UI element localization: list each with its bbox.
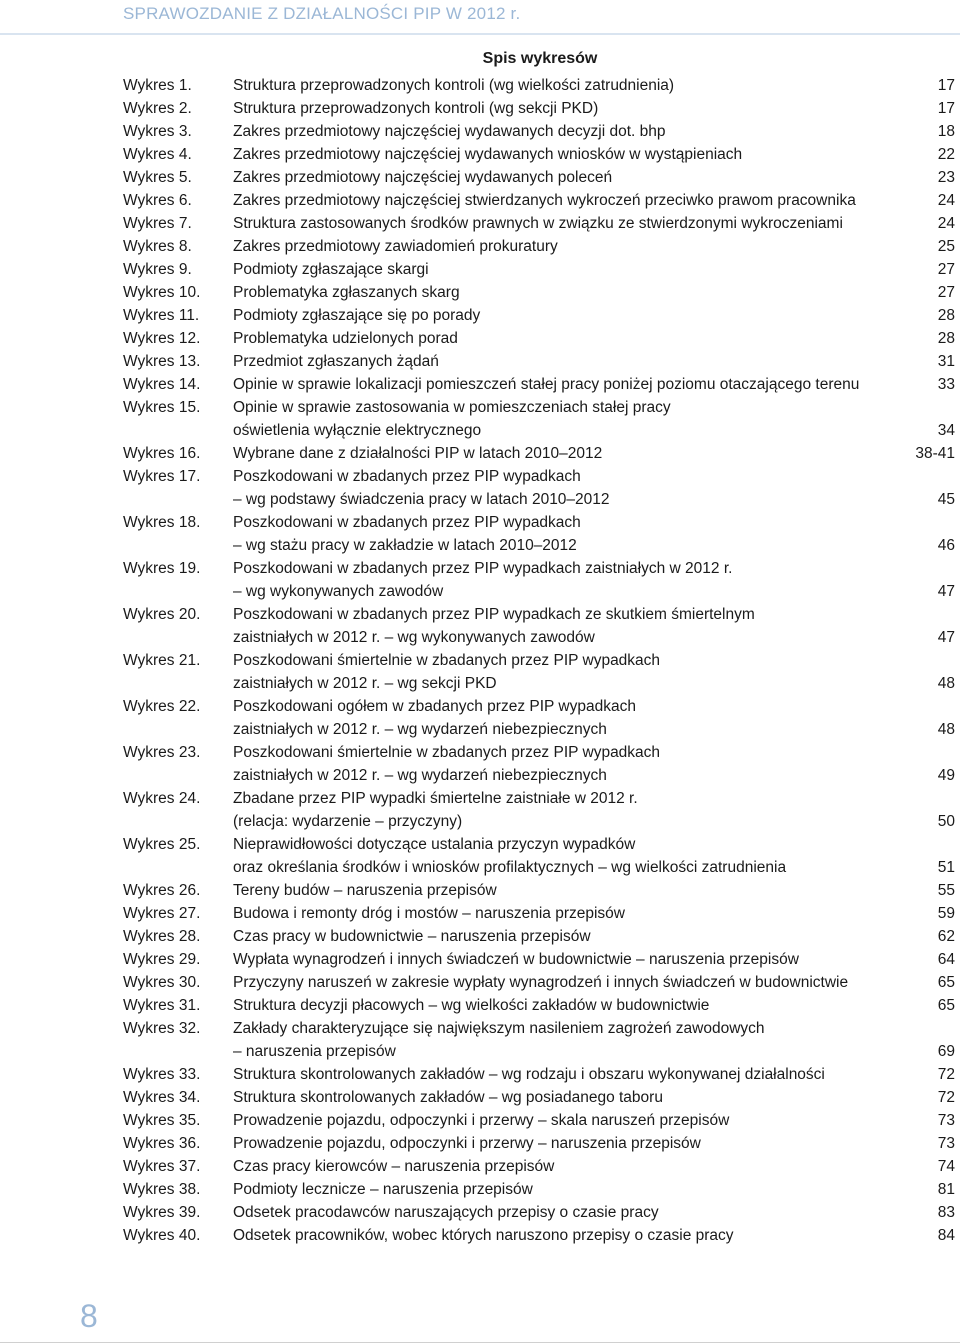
figure-title-line: Struktura skontrolowanych zakładów – wg posiadanego taboru (233, 1089, 663, 1106)
list-item (123, 649, 960, 695)
figure-number: Wykres 14. (123, 376, 201, 393)
figure-title (233, 925, 960, 948)
page-reference: 25 (937, 238, 955, 255)
figure-title-line: Struktura decyzji płacowych – wg wielkości zakładów w budownictwie (233, 997, 710, 1014)
figure-title-line: Struktura przeprowadzonych kontroli (wg wielkości zatrudnienia) (233, 77, 675, 94)
page-reference: 48 (937, 721, 955, 738)
list-of-figures (123, 74, 960, 1247)
page-reference: 34 (937, 422, 955, 439)
list-item (123, 902, 960, 925)
page-reference: 62 (937, 928, 955, 945)
page-reference: 65 (937, 997, 955, 1014)
page-reference: 64 (937, 951, 955, 968)
figure-title (233, 1178, 960, 1201)
figure-number: Wykres 13. (123, 353, 201, 370)
figure-title-line: Podmioty zgłaszające skargi (233, 261, 429, 278)
list-item (123, 695, 960, 741)
figure-number: Wykres 24. (123, 790, 201, 807)
page-number: 8 (80, 1298, 98, 1334)
page-reference: 47 (937, 583, 955, 600)
figure-title-line: Przyczyny naruszeń w zakresie wypłaty wynagrodzeń i innych świadczeń w budownictwie (233, 974, 849, 991)
page-reference: 48 (937, 675, 955, 692)
figure-number: Wykres 1. (123, 77, 192, 94)
figure-title (233, 1086, 960, 1109)
page-reference: 23 (937, 169, 955, 186)
figure-title (233, 879, 960, 902)
figure-title (233, 741, 960, 787)
page-reference: 24 (937, 215, 955, 232)
figure-number: Wykres 5. (123, 169, 192, 186)
figure-title (233, 511, 960, 557)
figure-title-line: Poszkodowani w zbadanych przez PIP wypadkach (233, 468, 581, 485)
figure-title-line: zaistniałych w 2012 r. – wg sekcji PKD (233, 675, 497, 692)
figure-title-line: Czas pracy kierowców – naruszenia przepisów (233, 1158, 555, 1175)
page-reference: 27 (937, 284, 955, 301)
page-reference: 81 (937, 1181, 955, 1198)
figure-title-line: Poszkodowani w zbadanych przez PIP wypadkach zaistniałych w 2012 r. (233, 560, 733, 577)
figure-title (233, 1017, 960, 1063)
list-item (123, 304, 960, 327)
page-reference: 28 (937, 330, 955, 347)
figure-number: Wykres 37. (123, 1158, 201, 1175)
figure-title-line: Zakres przedmiotowy najczęściej stwierdzanych wykroczeń przeciwko prawom pracownika (233, 192, 856, 209)
list-item (123, 258, 960, 281)
figure-title (233, 833, 960, 879)
list-item (123, 1109, 960, 1132)
figure-title (233, 787, 960, 833)
figure-title-line: zaistniałych w 2012 r. – wg wydarzeń niebezpiecznych (233, 767, 607, 784)
figure-number: Wykres 26. (123, 882, 201, 899)
figure-number: Wykres 23. (123, 744, 201, 761)
figure-title (233, 327, 960, 350)
figure-title (233, 649, 960, 695)
list-item (123, 350, 960, 373)
list-item (123, 74, 960, 97)
figure-number: Wykres 35. (123, 1112, 201, 1129)
figure-title (233, 120, 960, 143)
page-reference: 27 (937, 261, 955, 278)
figure-title-line: Zakres przedmiotowy zawiadomień prokuratury (233, 238, 558, 255)
figure-number: Wykres 25. (123, 836, 201, 853)
list-item (123, 373, 960, 396)
figure-number: Wykres 33. (123, 1066, 201, 1083)
list-item (123, 787, 960, 833)
figure-title-line: Prowadzenie pojazdu, odpoczynki i przerwy – skala naruszeń przepisów (233, 1112, 730, 1129)
page-reference: 45 (937, 491, 955, 508)
list-item (123, 235, 960, 258)
figure-title-line: Problematyka udzielonych porad (233, 330, 458, 347)
figure-title (233, 1063, 960, 1086)
figure-number: Wykres 29. (123, 951, 201, 968)
figure-title-line: Budowa i remonty dróg i mostów – naruszenia przepisów (233, 905, 625, 922)
figure-number: Wykres 31. (123, 997, 201, 1014)
figure-title (233, 465, 960, 511)
figure-number: Wykres 4. (123, 146, 192, 163)
figure-title-line: zaistniałych w 2012 r. – wg wydarzeń niebezpiecznych (233, 721, 607, 738)
figure-title-line: Poszkodowani w zbadanych przez PIP wypadkach ze skutkiem śmiertelnym (233, 606, 755, 623)
list-item (123, 212, 960, 235)
figure-title-line: Podmioty zgłaszające się po porady (233, 307, 481, 324)
figure-title-line: oraz określania środków i wniosków profilaktycznych – wg wielkości zatrudnienia (233, 859, 787, 876)
list-item (123, 1086, 960, 1109)
list-item (123, 1178, 960, 1201)
figure-title-line: zaistniałych w 2012 r. – wg wykonywanych zawodów (233, 629, 595, 646)
running-header: SPRAWOZDANIE Z DZIAŁALNOŚCI PIP W 2012 r. (123, 4, 521, 23)
list-item (123, 1063, 960, 1086)
figure-number: Wykres 7. (123, 215, 192, 232)
page-reference: 17 (937, 77, 955, 94)
list-item (123, 327, 960, 350)
page-reference: 49 (937, 767, 955, 784)
figure-title-line: Prowadzenie pojazdu, odpoczynki i przerwy – naruszenia przepisów (233, 1135, 701, 1152)
figure-number: Wykres 9. (123, 261, 192, 278)
figure-number: Wykres 2. (123, 100, 192, 117)
figure-title-line: Poszkodowani śmiertelnie w zbadanych przez PIP wypadkach (233, 744, 661, 761)
figure-title-line: – naruszenia przepisów (233, 1043, 396, 1060)
list-item (123, 879, 960, 902)
figure-number: Wykres 22. (123, 698, 201, 715)
figure-number: Wykres 20. (123, 606, 201, 623)
list-item (123, 396, 960, 442)
figure-title-line: Podmioty lecznicze – naruszenia przepisów (233, 1181, 533, 1198)
figure-title (233, 1155, 960, 1178)
figure-number: Wykres 16. (123, 445, 201, 462)
figure-title (233, 350, 960, 373)
list-item (123, 120, 960, 143)
figure-title-line: Odsetek pracowników, wobec których naruszono przepisy o czasie pracy (233, 1227, 734, 1244)
figure-title-line: Zakres przedmiotowy najczęściej wydawanych wniosków w wystąpieniach (233, 146, 743, 163)
figure-title-line: Poszkodowani ogółem w zbadanych przez PIP wypadkach (233, 698, 636, 715)
list-item (123, 971, 960, 994)
figure-number: Wykres 3. (123, 123, 192, 140)
figure-title (233, 212, 960, 235)
figure-title (233, 1132, 960, 1155)
list-item (123, 833, 960, 879)
page-reference: 55 (937, 882, 955, 899)
figure-number: Wykres 19. (123, 560, 201, 577)
figure-number: Wykres 18. (123, 514, 201, 531)
page-reference: 59 (937, 905, 955, 922)
page-reference: 51 (937, 859, 955, 876)
figure-title-line: Problematyka zgłaszanych skarg (233, 284, 460, 301)
page-reference: 83 (937, 1204, 955, 1221)
page-reference: 73 (937, 1112, 955, 1129)
figure-title-line: – wg wykonywanych zawodów (233, 583, 444, 600)
page-reference: 46 (937, 537, 955, 554)
list-item (123, 925, 960, 948)
figure-title-line: Tereny budów – naruszenia przepisów (233, 882, 497, 899)
page-reference: 72 (937, 1089, 955, 1106)
page-reference: 47 (937, 629, 955, 646)
figure-title-line: Poszkodowani w zbadanych przez PIP wypadkach (233, 514, 581, 531)
header-divider (0, 33, 960, 35)
figure-number: Wykres 32. (123, 1020, 201, 1037)
page-reference: 72 (937, 1066, 955, 1083)
figure-number: Wykres 38. (123, 1181, 201, 1198)
figure-title-line: Struktura przeprowadzonych kontroli (wg sekcji PKD) (233, 100, 599, 117)
figure-title (233, 235, 960, 258)
list-item (123, 1132, 960, 1155)
figure-number: Wykres 12. (123, 330, 201, 347)
page-reference: 28 (937, 307, 955, 324)
page-reference: 84 (937, 1227, 955, 1244)
list-item (123, 97, 960, 120)
figure-title (233, 948, 960, 971)
figure-title-line: Przedmiot zgłaszanych żądań (233, 353, 439, 370)
list-item (123, 994, 960, 1017)
list-item (123, 1155, 960, 1178)
page-reference: 73 (937, 1135, 955, 1152)
figure-title (233, 143, 960, 166)
page-reference: 24 (937, 192, 955, 209)
figure-title-line: – wg stażu pracy w zakładzie w latach 2010–2012 (233, 537, 577, 554)
page-reference: 50 (937, 813, 955, 830)
figure-title (233, 557, 960, 603)
figure-title (233, 396, 960, 442)
figure-title (233, 281, 960, 304)
figure-title (233, 442, 960, 465)
figure-title (233, 1224, 960, 1247)
list-item (123, 603, 960, 649)
figure-title (233, 695, 960, 741)
figure-number: Wykres 36. (123, 1135, 201, 1152)
figure-title-line: Wypłata wynagrodzeń i innych świadczeń w budownictwie – naruszenia przepisów (233, 951, 799, 968)
figure-title-line: Zakres przedmiotowy najczęściej wydawanych decyzji dot. bhp (233, 123, 666, 140)
figure-title-line: Zakres przedmiotowy najczęściej wydawanych poleceń (233, 169, 613, 186)
list-item (123, 143, 960, 166)
figure-title-line: Nieprawidłowości dotyczące ustalania przyczyn wypadków (233, 836, 636, 853)
page-reference: 65 (937, 974, 955, 991)
figure-title-line: Struktura skontrolowanych zakładów – wg rodzaju i obszaru wykonywanej działalności (233, 1066, 825, 1083)
figure-number: Wykres 8. (123, 238, 192, 255)
page-reference: 69 (937, 1043, 955, 1060)
list-of-figures-title: Spis wykresów (482, 50, 598, 67)
figure-title (233, 1109, 960, 1132)
figure-title-line: Czas pracy w budownictwie – naruszenia przepisów (233, 928, 591, 945)
list-item (123, 741, 960, 787)
page-reference: 38-41 (915, 445, 955, 462)
page-reference: 17 (937, 100, 955, 117)
page-reference: 31 (937, 353, 955, 370)
figure-title-line: Zbadane przez PIP wypadki śmiertelne zaistniałe w 2012 r. (233, 790, 638, 807)
list-item (123, 465, 960, 511)
list-item (123, 281, 960, 304)
figure-title (233, 994, 960, 1017)
page-reference: 74 (937, 1158, 955, 1175)
list-item (123, 166, 960, 189)
figure-number: Wykres 28. (123, 928, 201, 945)
list-item (123, 442, 960, 465)
figure-title (233, 373, 960, 396)
figure-title (233, 971, 960, 994)
list-item (123, 1224, 960, 1247)
figure-title-line: Opinie w sprawie lokalizacji pomieszczeń stałej pracy poniżej poziomu otaczającego terenu (233, 376, 860, 393)
page-reference: 18 (937, 123, 955, 140)
figure-title-line: Opinie w sprawie zastosowania w pomieszczeniach stałej pracy (233, 399, 671, 416)
list-item (123, 948, 960, 971)
figure-number: Wykres 40. (123, 1227, 201, 1244)
figure-title (233, 258, 960, 281)
figure-title (233, 902, 960, 925)
figure-number: Wykres 15. (123, 399, 201, 416)
list-item (123, 1017, 960, 1063)
list-item (123, 511, 960, 557)
figure-number: Wykres 17. (123, 468, 201, 485)
figure-title-line: Odsetek pracodawców naruszających przepisy o czasie pracy (233, 1204, 659, 1221)
figure-number: Wykres 11. (123, 307, 200, 324)
figure-number: Wykres 27. (123, 905, 201, 922)
figure-number: Wykres 34. (123, 1089, 201, 1106)
figure-title-line: Poszkodowani śmiertelnie w zbadanych przez PIP wypadkach (233, 652, 661, 669)
figure-title (233, 1201, 960, 1224)
figure-title-line: – wg podstawy świadczenia pracy w latach 2010–2012 (233, 491, 610, 508)
figure-title (233, 603, 960, 649)
figure-title-line: Struktura zastosowanych środków prawnych w związku ze stwierdzonymi wykroczeniami (233, 215, 843, 232)
figure-number: Wykres 30. (123, 974, 201, 991)
figure-number: Wykres 10. (123, 284, 201, 301)
figure-title (233, 74, 960, 97)
list-item (123, 557, 960, 603)
figure-number: Wykres 39. (123, 1204, 201, 1221)
figure-title-line: Zakłady charakteryzujące się największym nasileniem zagrożeń zawodowych (233, 1020, 765, 1037)
figure-title-line: (relacja: wydarzenie – przyczyny) (233, 813, 463, 830)
figure-number: Wykres 6. (123, 192, 192, 209)
figure-title (233, 166, 960, 189)
list-item (123, 1201, 960, 1224)
page-reference: 33 (937, 376, 955, 393)
page-reference: 22 (937, 146, 955, 163)
figure-number: Wykres 21. (123, 652, 201, 669)
figure-title (233, 97, 960, 120)
figure-title-line: Wybrane dane z działalności PIP w latach 2010–2012 (233, 445, 603, 462)
figure-title (233, 304, 960, 327)
list-item (123, 189, 960, 212)
figure-title (233, 189, 960, 212)
figure-title-line: oświetlenia wyłącznie elektrycznego (233, 422, 482, 439)
